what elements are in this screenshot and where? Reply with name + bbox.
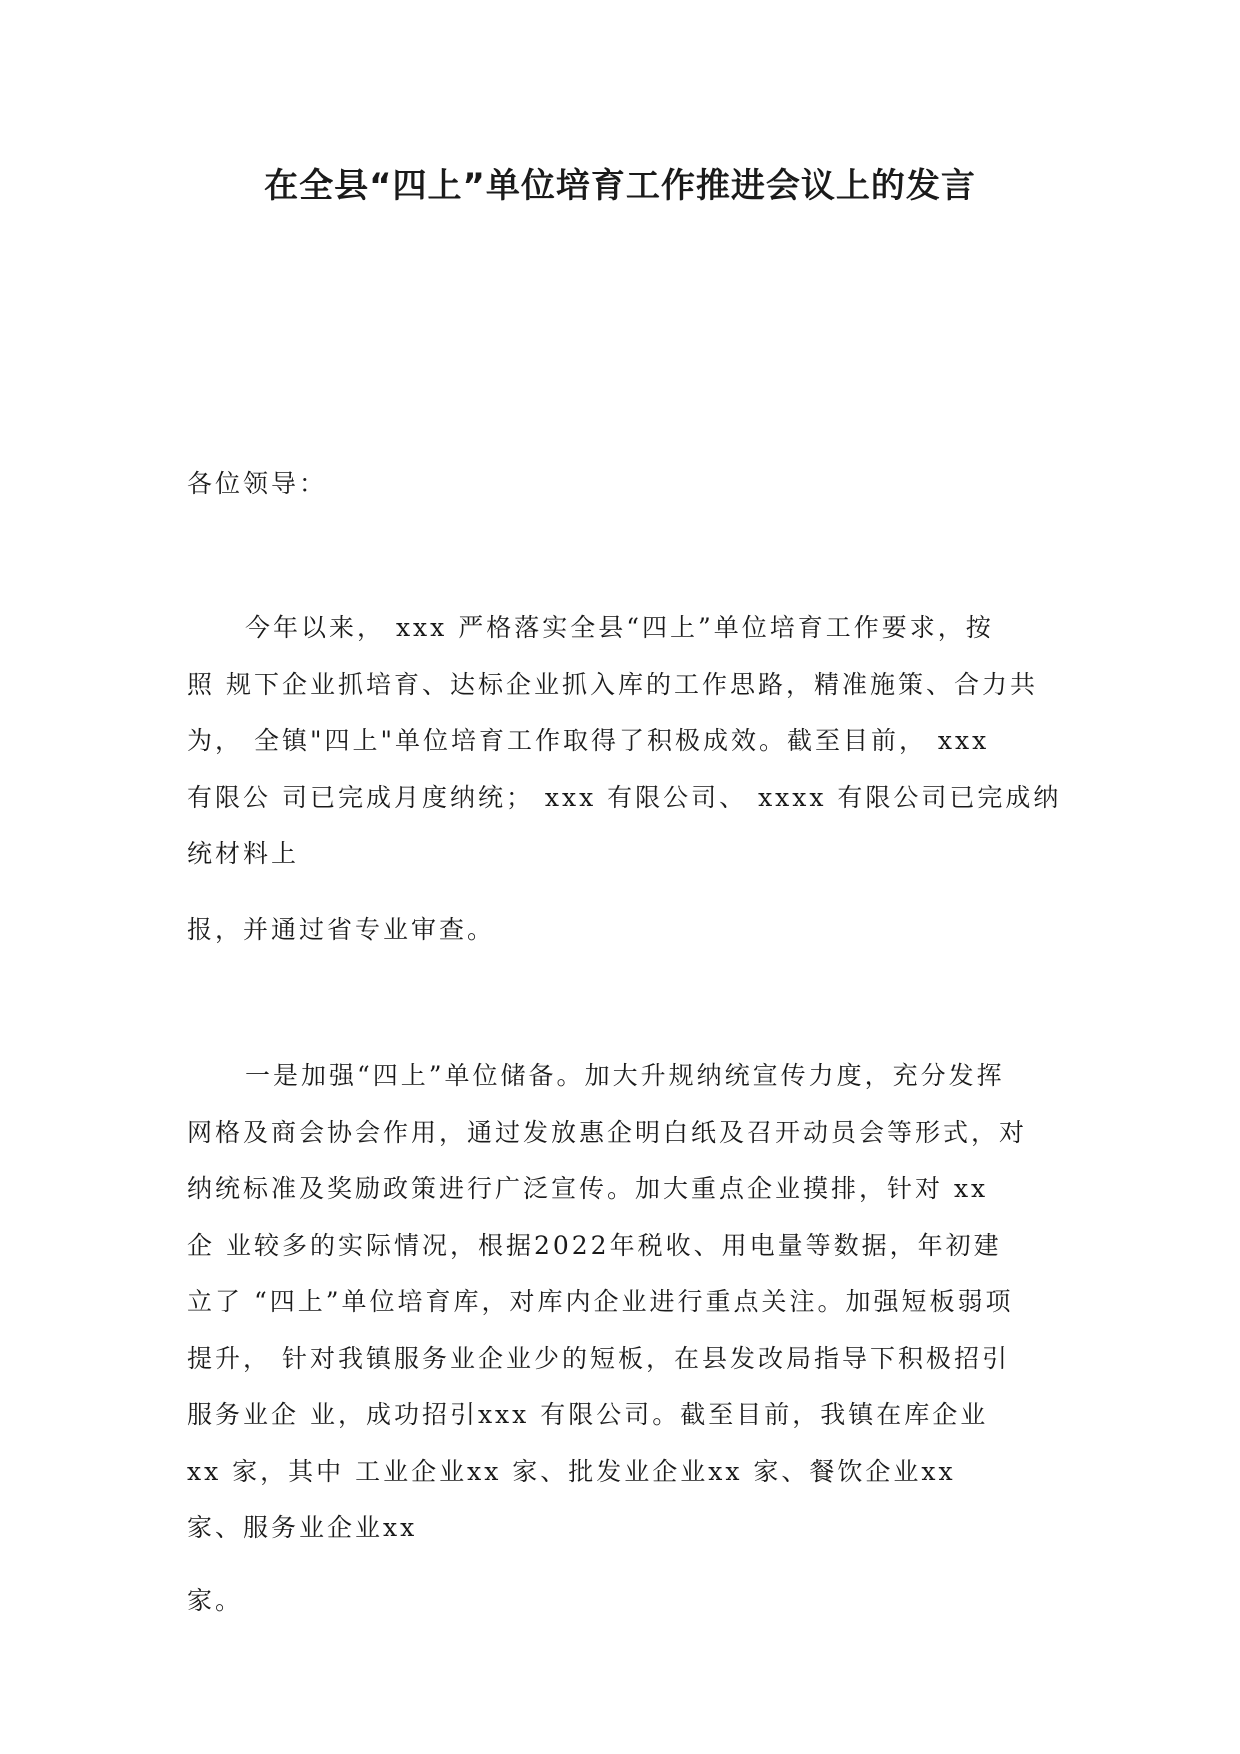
- paragraph-line: 统材料上: [187, 839, 300, 868]
- paragraph-line: 家、服务业企业xx: [187, 1513, 418, 1542]
- paragraph-line: 为， 全镇"四上"单位培育工作取得了积极成效。截至目前， xxx: [187, 726, 990, 755]
- paragraph-2: [187, 1048, 1049, 1557]
- paragraph-line: 立了 “四上”单位培育库，对库内企业进行重点关注。加强短板弱项: [187, 1287, 1014, 1316]
- paragraph-1-continuation: [187, 902, 1049, 959]
- paragraph-line: 有限公 司已完成月度纳统； xxx 有限公司、 xxxx 有限公司已完成纳: [187, 782, 1062, 812]
- paragraph-line: xx 家，其中 工业企业xx 家、批发业企业xx 家、餐饮企业xx: [187, 1456, 956, 1486]
- paragraph-line: 一是加强“四上”单位储备。加大升规纳统宣传力度，充分发挥: [245, 1061, 1005, 1090]
- paragraph-line: 企 业较多的实际情况，根据2022年税收、用电量等数据，年初建: [187, 1230, 1002, 1260]
- paragraph-2-continuation: [187, 1573, 1049, 1630]
- paragraph-line: 照 规下企业抓培育、达标企业抓入库的工作思路，精准施策、合力共: [187, 669, 1038, 699]
- salutation: 各位领导：: [187, 469, 328, 498]
- document-title: 在全县“四上”单位培育工作推进会议上的发言: [264, 166, 976, 206]
- paragraph-1: [187, 600, 1062, 883]
- paragraph-line: 提升， 针对我镇服务业企业少的短板，在县发改局指导下积极招引: [187, 1343, 1010, 1373]
- paragraph-line: 纳统标准及奖励政策进行广泛宣传。加大重点企业摸排，针对 xx: [187, 1174, 989, 1203]
- paragraph-line: 家。: [187, 1586, 244, 1615]
- paragraph-line: 服务业企 业，成功招引xxx 有限公司。截至目前，我镇在库企业: [187, 1400, 989, 1429]
- paragraph-line: 网格及商会协会作用，通过发放惠企明白纸及召开动员会等形式，对: [187, 1117, 1028, 1147]
- paragraph-line: 报，并通过省专业审查。: [187, 915, 496, 944]
- paragraph-line: 今年以来， xxx 严格落实全县“四上”单位培育工作要求，按: [245, 613, 994, 642]
